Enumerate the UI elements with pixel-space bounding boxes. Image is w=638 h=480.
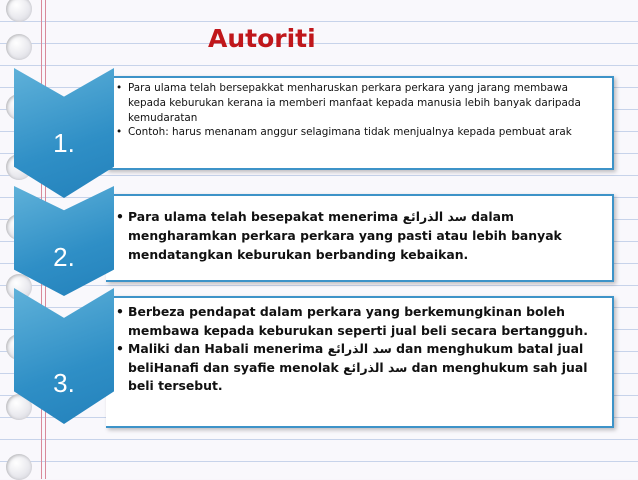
slide-title: Autoriti xyxy=(208,24,316,53)
bullet-list xyxy=(106,196,612,264)
arabic-term: سد الذرائع xyxy=(343,359,408,375)
step-number: 2. xyxy=(53,242,75,272)
list-item-3 xyxy=(14,288,614,424)
step-number: 3. xyxy=(53,368,75,398)
bullet-list xyxy=(106,298,612,396)
bullet-item: • Contoh: harus menanam anggur selagimana tidak menjualnya kepada pembuat arak xyxy=(116,125,600,140)
content-card xyxy=(106,76,614,170)
bullet-item: • Berbeza pendapat dalam perkara yang berkemungkinan boleh membawa kepada keburukan seperti jual beli secara bertangguh. xyxy=(116,303,600,340)
binder-hole xyxy=(6,34,32,60)
bullet-list xyxy=(106,78,612,140)
step-number: 1. xyxy=(53,128,75,158)
arabic-term: سد الذرائع xyxy=(402,209,467,224)
step-chevron xyxy=(14,186,114,296)
content-card xyxy=(106,194,614,282)
binder-hole xyxy=(6,454,32,480)
arabic-term: سد الذرائع xyxy=(327,341,392,356)
bullet-item: • Para ulama telah bersepakkat menharuskan perkara perkara yang jarang membawa kepada keburukan kerana ia memberi manfaat kepada manusia lebih banyak daripada kemudaratan xyxy=(116,81,600,125)
list-item-1 xyxy=(14,68,614,200)
step-chevron xyxy=(14,288,114,424)
binder-hole xyxy=(6,0,32,22)
content-card xyxy=(106,296,614,428)
list-item-2 xyxy=(14,186,614,296)
bullet-item: • Maliki dan Habali menerima سد الذرائع dan menghukum batal jual beliHanafi dan syafie menolak سد الذرائع dan menghukum sah jual beli tersebut. xyxy=(116,340,600,396)
bullet-item: • Para ulama telah besepakat menerima سد الذرائع dalam mengharamkan perkara perkara yang pasti atau lebih banyak mendatangkan keburukan berbanding kebaikan. xyxy=(116,207,600,264)
